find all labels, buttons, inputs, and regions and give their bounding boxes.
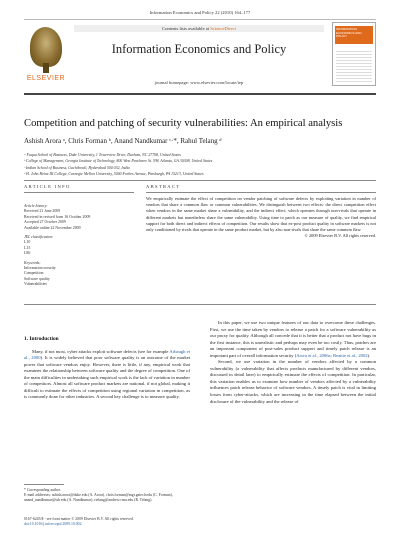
journal-homepage-link[interactable]: journal homepage: www.elsevier.com/locate/iep bbox=[154, 80, 244, 85]
body-column-left bbox=[24, 336, 190, 401]
paragraph-text: ). bbox=[367, 352, 371, 358]
affiliation-a: ᵃ Fuqua School of Business, Duke University, 1 Towerview Drive, Durham, NC 27708, United States bbox=[24, 153, 181, 157]
divider-info bbox=[24, 192, 134, 193]
elsevier-logo[interactable] bbox=[24, 23, 68, 85]
abstract-copyright: © 2009 Elsevier B.V. All rights reserved. bbox=[304, 233, 376, 239]
affiliation-c: ᶜ Indian School of Business, Gachibowli, Hyderabad 500 032, India bbox=[24, 165, 130, 170]
keyword: Vulnerabilities bbox=[24, 282, 47, 287]
jel-code: L86 bbox=[24, 251, 31, 256]
sciencedirect-link[interactable]: ScienceDirect bbox=[210, 26, 236, 31]
keyword: Software quality bbox=[24, 276, 50, 281]
issn-doi bbox=[24, 517, 224, 527]
journal-masthead bbox=[24, 19, 376, 95]
divider-bottom bbox=[24, 304, 376, 305]
footnote-divider bbox=[24, 484, 64, 485]
affiliation-d: ᵈ H. John Heinz III College, Carnegie Mellon University, 5000 Forbes Avenue, Pittsburgh, PA 15213, United States bbox=[24, 172, 204, 177]
history-received: Received 21 June 2009 bbox=[24, 209, 61, 214]
author-list[interactable]: Ashish Arora ᵃ, Chris Forman ᵇ, Anand Nandkumar ᶜ·*, Rahul Telang ᵈ bbox=[24, 137, 222, 145]
journal-cover-thumbnail[interactable] bbox=[332, 22, 376, 86]
jel-classification bbox=[24, 235, 134, 257]
abstract-heading: ABSTRACT bbox=[146, 184, 181, 189]
paragraph-text: Many, if not most, cyber attacks exploit software defects (see for example bbox=[32, 348, 170, 354]
history-revised: Received in revised form 16 October 2009 bbox=[24, 214, 91, 219]
publisher-name: ELSEVIER bbox=[26, 75, 66, 82]
email-addresses bbox=[24, 493, 190, 503]
jel-code: L15 bbox=[24, 245, 31, 250]
corresponding-author-note: * Corresponding author. bbox=[24, 488, 61, 492]
affiliation-b: ᵇ College of Management, Georgia Institute of Technology, 800 West Peachtree St. NW, Atlanta, GA 30308, United States bbox=[24, 159, 213, 164]
elsevier-trunk-icon bbox=[43, 63, 49, 73]
jel-heading: JEL classification: bbox=[24, 235, 54, 240]
section-heading: 1. Introduction bbox=[24, 336, 59, 342]
footnote bbox=[24, 488, 190, 503]
contents-prefix: Contents lists available at bbox=[162, 26, 211, 31]
divider-abstract bbox=[146, 192, 376, 193]
affiliations bbox=[24, 152, 376, 178]
running-head: Information Economics and Policy 22 (2010) 164–177 bbox=[149, 10, 251, 15]
keyword: Competition bbox=[24, 271, 44, 276]
paragraph bbox=[210, 320, 376, 359]
email-list[interactable]: ashish.arora@duke.edu (A. Arora), chris.forman@mgt.gatech.edu (C. Forman), anand_nandkumar@isb.edu (A. Nandkumar), rtelang@andrew.cmu.edu (R. Telang). bbox=[24, 493, 173, 502]
citation-link[interactable]: Arora et al., 2006a; Beattie et al., 2002 bbox=[296, 352, 368, 358]
email-label: E-mail addresses: bbox=[24, 493, 52, 497]
divider-top bbox=[24, 180, 376, 181]
abstract-body: We empirically estimate the effect of competition on vendor patching of software defects by exploiting variation in number of vendors that share a common flaw or common vulnerabilities. We distinguish between two effects: the direct competition effect when vendors in the same market share a vulnerability, and the indirect effect, which operates through non-rivals that operate in different markets but nonetheless share the same vulnerability. Using time to patch as our measure of quality, we find empirical support for both direct and indirect effects of competition. Our results show that ex-post product quality in software markets is not only conditioned by rivals that operate in the same product market, but by also non-rivals that share the same common flaw. bbox=[146, 196, 376, 233]
article-info-heading: ARTICLE INFO bbox=[24, 184, 71, 189]
elsevier-tree-icon bbox=[30, 27, 62, 67]
history-online: Available online 22 November 2009 bbox=[24, 225, 81, 230]
paragraph-text: In this paper, we use two unique features of our data to overcome these challenges. First, we use the time taken by vendors to release a patch for a software vulnerability as our proxy for quality. Although all concede that it is better that a product not have bugs in the first instance, this is unrealistic and perhaps may even be too costly. Thus, patches are an important component of post-sales product support and timely patch release is an important part of overall information security ( bbox=[210, 320, 376, 358]
paragraph: Second, we use variation in the number of vendors affected by a common vulnerability (a vulnerability that affects products manufactured by different vendors, discussed in detail later) to empirically estimate the effects of competition. In particular, this variation enables us to examine how number of vendors affected by a vulnerability influences patch release behavior of software vendors. A timely patch is vital in limiting losses from cyber-attacks, which are increasing in the time elapsed between the initial disclosure of the vulnerability and the release of bbox=[210, 359, 376, 404]
abstract bbox=[146, 196, 376, 239]
history-heading: Article history: bbox=[24, 204, 48, 208]
issn-line: 0167-6245/$ - see front matter © 2009 Elsevier B.V. All rights reserved. bbox=[24, 517, 134, 521]
cover-text: INFORMATION ECONOMICS AND POLICY bbox=[336, 27, 362, 39]
article-title: Competition and patching of security vulnerabilities: An empirical analysis bbox=[24, 118, 343, 129]
keywords bbox=[24, 261, 134, 288]
doi-link[interactable]: doi:10.1016/j.infoecopol.2009.10.002 bbox=[24, 522, 82, 526]
history-accepted: Accepted 27 October 2009 bbox=[24, 220, 66, 225]
keyword: Information security bbox=[24, 266, 56, 271]
paragraph bbox=[24, 349, 190, 401]
citation-link[interactable]: Arbaugh et al., 2000 bbox=[24, 348, 191, 361]
contents-line bbox=[74, 25, 324, 32]
cover-lines bbox=[336, 49, 372, 83]
article-history bbox=[24, 204, 134, 231]
keywords-heading: Keywords: bbox=[24, 260, 41, 265]
paragraph-text: ). It is widely believed that poor software quality is an outcome of the market power that software vendors enjoy. However, there is little, if any, empirical work that examines the relationship between software quality and the degree of competition. One of the main difficulties in undertaking such empirical work is the lack of variation in number of competitors. Almost all software product markets are national, if not global, making it difficult to estimate the effects of competition using regional variation in competition, as is commonly done for other industries. A second key challenge is to measure quality. bbox=[24, 355, 191, 400]
jel-code: L10 bbox=[24, 240, 31, 245]
article-info bbox=[24, 200, 134, 288]
body-column-right bbox=[210, 320, 376, 405]
journal-title: Information Economics and Policy bbox=[111, 42, 287, 56]
